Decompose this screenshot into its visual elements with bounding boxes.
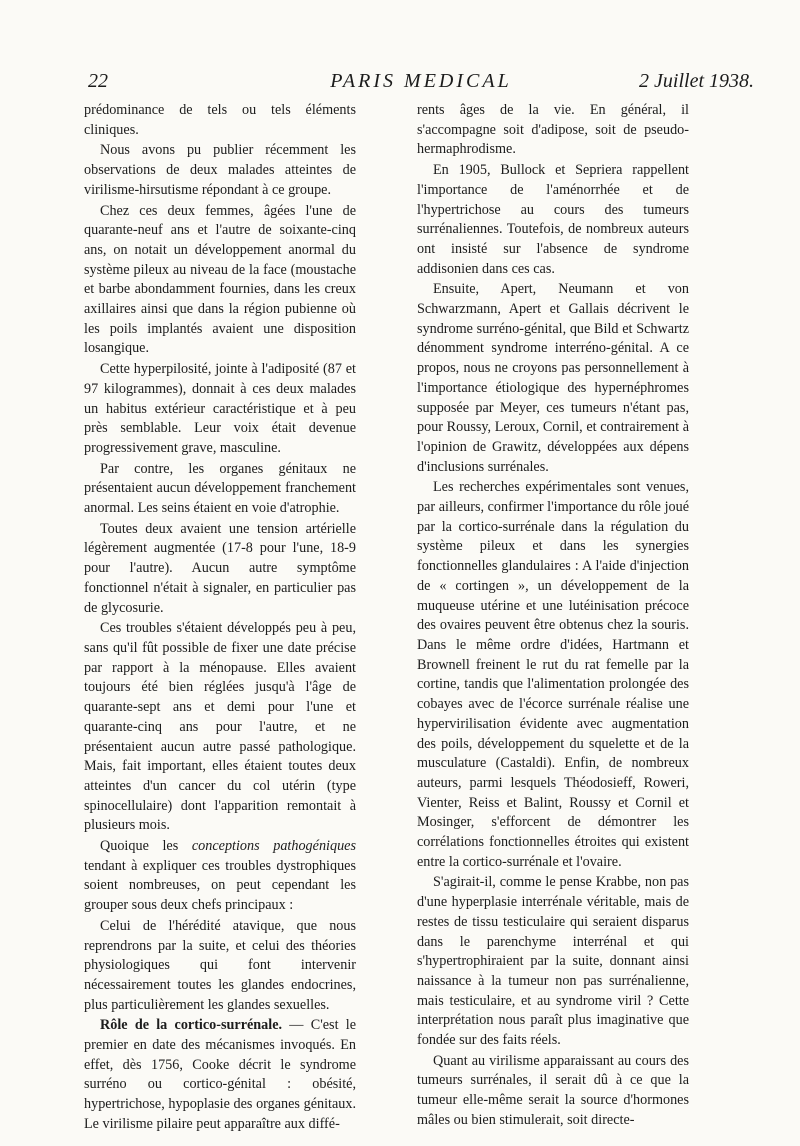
issue-date: 2 Juillet 1938. [639, 70, 754, 92]
running-header [88, 70, 754, 98]
section-heading: Rôle de la cortico-surrénale. [100, 1017, 283, 1034]
left-column [84, 101, 356, 1135]
paragraph: Par contre, les organes génitaux ne présentaient aucun développement franchement anormal. Les seins étaient en voie d'atrophie. [84, 460, 356, 517]
paragraph: Les recherches expérimentales sont venues, par ailleurs, confirmer l'importance du rôle joué par la cortico-surrénale dans la régulation du système pileux et dans les synergies fonctionnelles glandulaires : A l'aide d'injection de « cortingen », un développement de la muqueuse utérine et une lutéinisation précoce des ovaires peuvent être obtenus chez la souris. Dans le même ordre d'idées, Hartmann et Brownell freinent le rut du rat femelle par la cortine, tandis que l'alimentation prolongée des cobayes avec de l'écorce surrénale réalise une hypervirilisation évidente avec augmentation des poils, développement du squelette et de la musculature (Castaldi). Enfin, de nombreux auteurs, parmi lesquels Théodosieff, Roweri, Vienter, Reiss et Balint, Roussy et Cornil et Mosinger, s'efforcent de démontrer les corrélations fonctionnelles étroites qui existent entre la cortico-surrénale et l'ovaire. [417, 479, 689, 870]
paragraph: rents âges de la vie. En général, il s'accompagne soit d'adipose, soit de pseudo-hermaphrodisme. [417, 102, 689, 158]
paragraph: En 1905, Bullock et Sepriera rappellent l'importance de l'aménorrhée et de l'hypertrichose au cours des tumeurs surrénaliennes. Toutefois, de nombreux auteurs ont insisté sur l'absence de syndrome addisonien dans ces cas. [417, 162, 689, 277]
paragraph [84, 837, 356, 916]
text-run: — C'est le premier en date des mécanismes invoqués. En effet, dès 1756, Cooke décrit le syndrome surréno ou cortico-génital : obésité, hypertrichose, hypoplasie des organes génitaux. Le virilisme pilaire peut apparaître aux diffé- [84, 1017, 356, 1132]
section-paragraph [84, 1016, 356, 1134]
paragraph: Toutes deux avaient une tension artérielle légèrement augmentée (17-8 pour l'une, 18-9 pour l'autre). Aucun autre symptôme fonctionnel n'était à signaler, en particulier pas de glycosurie. [84, 520, 356, 616]
text-run: Quoique les [100, 838, 192, 855]
journal-title: PARIS MEDICAL [330, 70, 512, 92]
italic-term: conceptions pathogéniques [191, 838, 356, 855]
paragraph: Ensuite, Apert, Neumann et von Schwarzmann, Apert et Gallais décrivent le syndrome surréno-génital, que Bild et Schwartz dénomment syndrome interréno-génital. A ce propos, nous ne croyons pas personnellement à l'importance étiologique des hypernéphromes supposée par Meyer, ces tumeurs n'étant pas, pour Roussy, Leroux, Cornil, et contrairement à l'opinion de Grawitz, développées aux dépens d'inclusions surrénales. [417, 281, 689, 475]
paragraph: Celui de l'hérédité atavique, que nous reprendrons par la suite, et celui des théories physiologiques qui font intervenir nécessairement toutes les glandes endocrines, plus particulièrement les glandes sexuelles. [84, 917, 356, 1013]
paragraph: prédominance de tels ou tels éléments cliniques. [84, 102, 356, 138]
paragraph: Chez ces deux femmes, âgées l'une de quarante-neuf ans et l'autre de soixante-cinq ans, on notait un développement anormal du système pileux au niveau de la face (moustache et barbe abondamment fournies, dans les creux axillaires ainsi que dans la région pubienne où les poils implantés avaient une disposition losangique. [84, 202, 356, 357]
page-number: 22 [88, 70, 108, 92]
paragraph: Ces troubles s'étaient développés peu à peu, sans qu'il fût possible de fixer une date précise par rapport à la ménopause. Elles avaient toujours été bien réglées jusqu'à l'âge de quarante-sept ans et demi pour l'une et quarante-cinq ans pour l'autre, et ne présentaient aucun autre passé pathologique. Mais, fait important, elles étaient toutes deux atteintes d'un cancer du col utérin (type spinocellulaire) dont l'apparition remontait à plusieurs mois. [84, 620, 356, 834]
paragraph: Nous avons pu publier récemment les observations de deux malades atteintes de virilisme-hirsutisme répondant à ce groupe. [84, 142, 356, 198]
text-run: tendant à expliquer ces troubles dystrophiques soient nombreuses, on peut cependant les grouper sous deux chefs principaux : [84, 857, 356, 914]
right-column [417, 101, 689, 1131]
paragraph: S'agirait-il, comme le pense Krabbe, non pas d'une hyperplasie interrénale véritable, mais de restes de tissu testiculaire qui seraient disparus dans le parenchyme interrénal et qui s'hypertrophiraient par la suite, donnant ainsi naissance à la tumeur non pas surrénalienne, mais testiculaire, et au syndrome viril ? Cette interprétation nous paraît plus imaginative que fondée sur des faits réels. [417, 874, 689, 1049]
paragraph: Cette hyperpilosité, jointe à l'adiposité (87 et 97 kilogrammes), donnait à ces deux malades un habitus extérieur caractéristique et à peu près semblable. Leur voix était devenue progressivement grave, masculine. [84, 361, 356, 456]
paragraph: Quant au virilisme apparaissant au cours des tumeurs surrénales, il serait dû à ce que la tumeur elle-même serait la source d'hormones mâles ou bien stimulerait, soit directe- [417, 1052, 689, 1128]
